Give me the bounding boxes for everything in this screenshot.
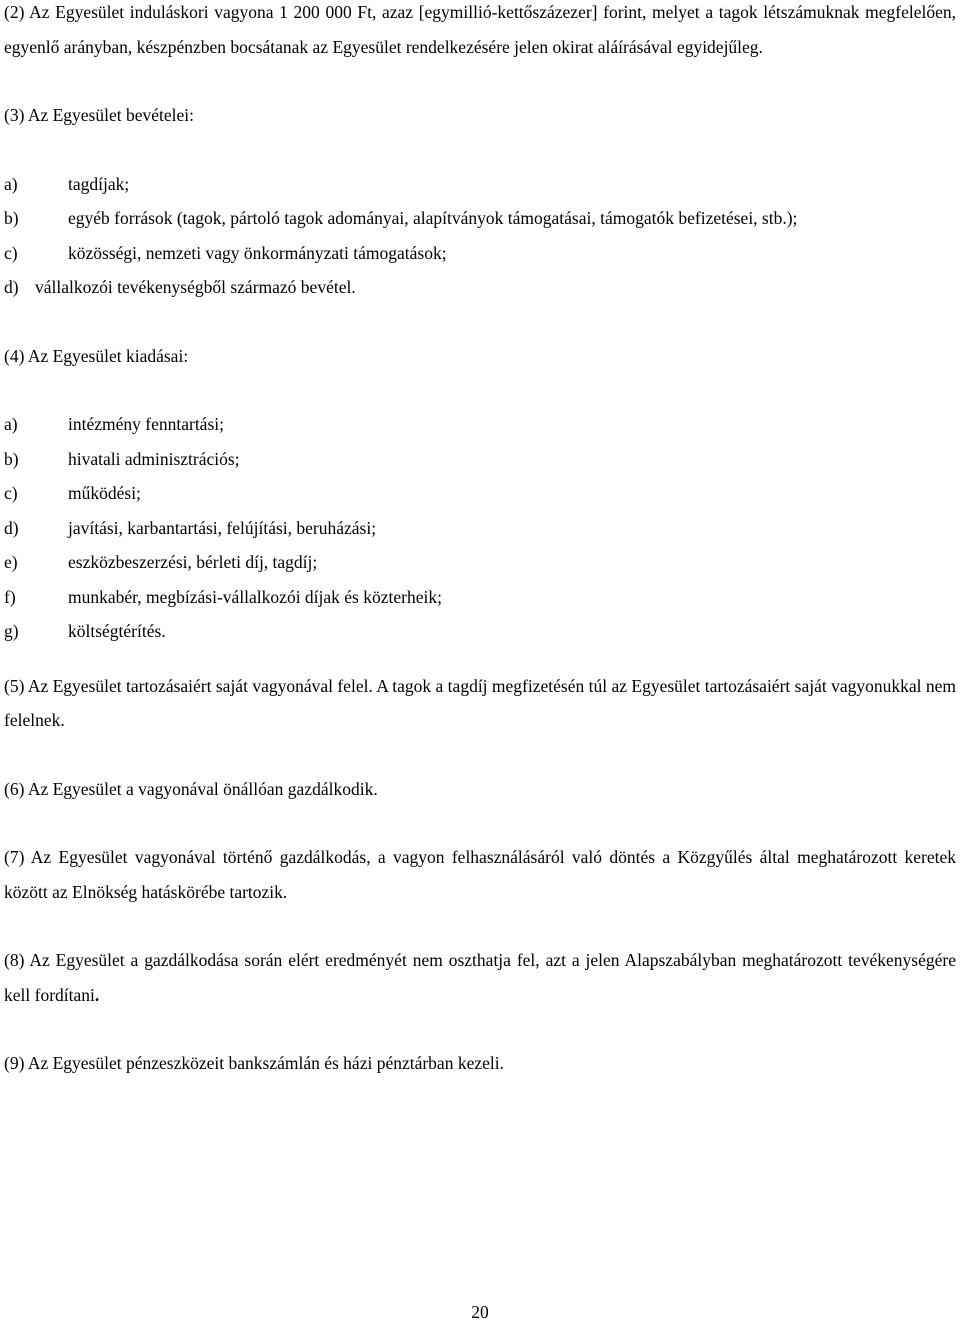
list-item xyxy=(4,407,956,442)
list-marker: d) xyxy=(4,277,19,297)
list-marker: b) xyxy=(4,208,19,228)
paragraph-5: (5) Az Egyesület tartozásaiért saját vagyonával felel. A tagok a tagdíj megfizetésén túl az Egyesület tartozásaiért saját vagyonukkal nem felelnek. xyxy=(4,675,956,730)
list-marker: a) xyxy=(4,173,18,194)
paragraph-8-text: (8) Az Egyesület a gazdálkodása során elért eredményét nem oszthatja fel, azt a jelen Alapszabályban meghatározott tevékenységére kell fordítani xyxy=(4,950,956,1005)
list-item-text: egyéb források (tagok, pártoló tagok adományai, alapítványok támogatásai, támogatók befizetései, stb.); xyxy=(68,208,798,228)
spacer xyxy=(4,305,956,339)
list-marker: a) xyxy=(4,414,18,434)
list-item-text: eszközbeszerzési, bérleti díj, tagdíj; xyxy=(68,552,318,572)
list-item xyxy=(4,476,956,511)
paragraph-3-heading: (3) Az Egyesület bevételei: xyxy=(4,105,194,125)
list-item-text: javítási, karbantartási, felújítási, beruházási; xyxy=(68,517,377,538)
paragraph-6: (6) Az Egyesület a vagyonával önállóan gazdálkodik. xyxy=(4,778,378,799)
list-marker: g) xyxy=(4,621,19,641)
list-item xyxy=(4,236,956,271)
list-item xyxy=(4,270,956,305)
list-item xyxy=(4,545,956,580)
list-marker: d) xyxy=(4,517,19,538)
spacer xyxy=(4,64,956,98)
spacer xyxy=(4,373,956,407)
list-marker: c) xyxy=(4,483,18,503)
spacer xyxy=(4,649,956,669)
list-item xyxy=(4,442,956,477)
spacer xyxy=(4,1012,956,1046)
list-item-text: vállalkozói tevékenységből származó bevétel. xyxy=(35,277,356,297)
paragraph-8 xyxy=(4,943,956,1012)
paragraph-7: (7) Az Egyesület vagyonával történő gazdálkodás, a vagyon felhasználásáról való döntés a Közgyűlés által meghatározott keretek között az Elnökség hatáskörébe tartozik. xyxy=(4,847,956,902)
list-marker: b) xyxy=(4,448,19,469)
spacer xyxy=(4,806,956,840)
spacer xyxy=(4,133,956,167)
income-list xyxy=(4,167,956,305)
spacer xyxy=(4,909,956,943)
paragraph-2: (2) Az Egyesület induláskori vagyona 1 200 000 Ft, azaz [egymillió-kettőszázezer] forint, melyet a tagok létszámuknak megfelelően, egyenlő arányban, készpénzben bocsátanak az Egyesület rendelkezésére jelen okirat aláírásával egyidejűleg. xyxy=(4,2,956,57)
list-item xyxy=(4,167,956,202)
paragraph-4-heading: (4) Az Egyesület kiadásai: xyxy=(4,345,189,366)
list-marker: f) xyxy=(4,586,16,607)
list-item-text: intézmény fenntartási; xyxy=(68,414,224,434)
list-item-text: működési; xyxy=(68,483,141,503)
list-item xyxy=(4,580,956,615)
page-number: 20 xyxy=(471,1302,489,1322)
list-item-text: munkabér, megbízási-vállalkozói díjak és közterheik; xyxy=(68,586,442,607)
list-item-text: közösségi, nemzeti vagy önkormányzati támogatások; xyxy=(68,242,447,263)
list-marker: e) xyxy=(4,552,18,572)
list-marker: c) xyxy=(4,242,18,263)
paragraph-9: (9) Az Egyesület pénzeszközeit bankszámlán és házi pénztárban kezeli. xyxy=(4,1053,504,1073)
paragraph-8-period: . xyxy=(94,984,100,1005)
list-item xyxy=(4,511,956,546)
list-item-text: tagdíjak; xyxy=(68,173,130,194)
list-item-text: költségtérítés. xyxy=(68,621,166,641)
list-item xyxy=(4,201,956,236)
expense-list xyxy=(4,407,956,649)
spacer xyxy=(4,738,956,772)
list-item-text: hivatali adminisztrációs; xyxy=(68,448,240,469)
list-item xyxy=(4,614,956,649)
document-page xyxy=(4,0,956,1081)
